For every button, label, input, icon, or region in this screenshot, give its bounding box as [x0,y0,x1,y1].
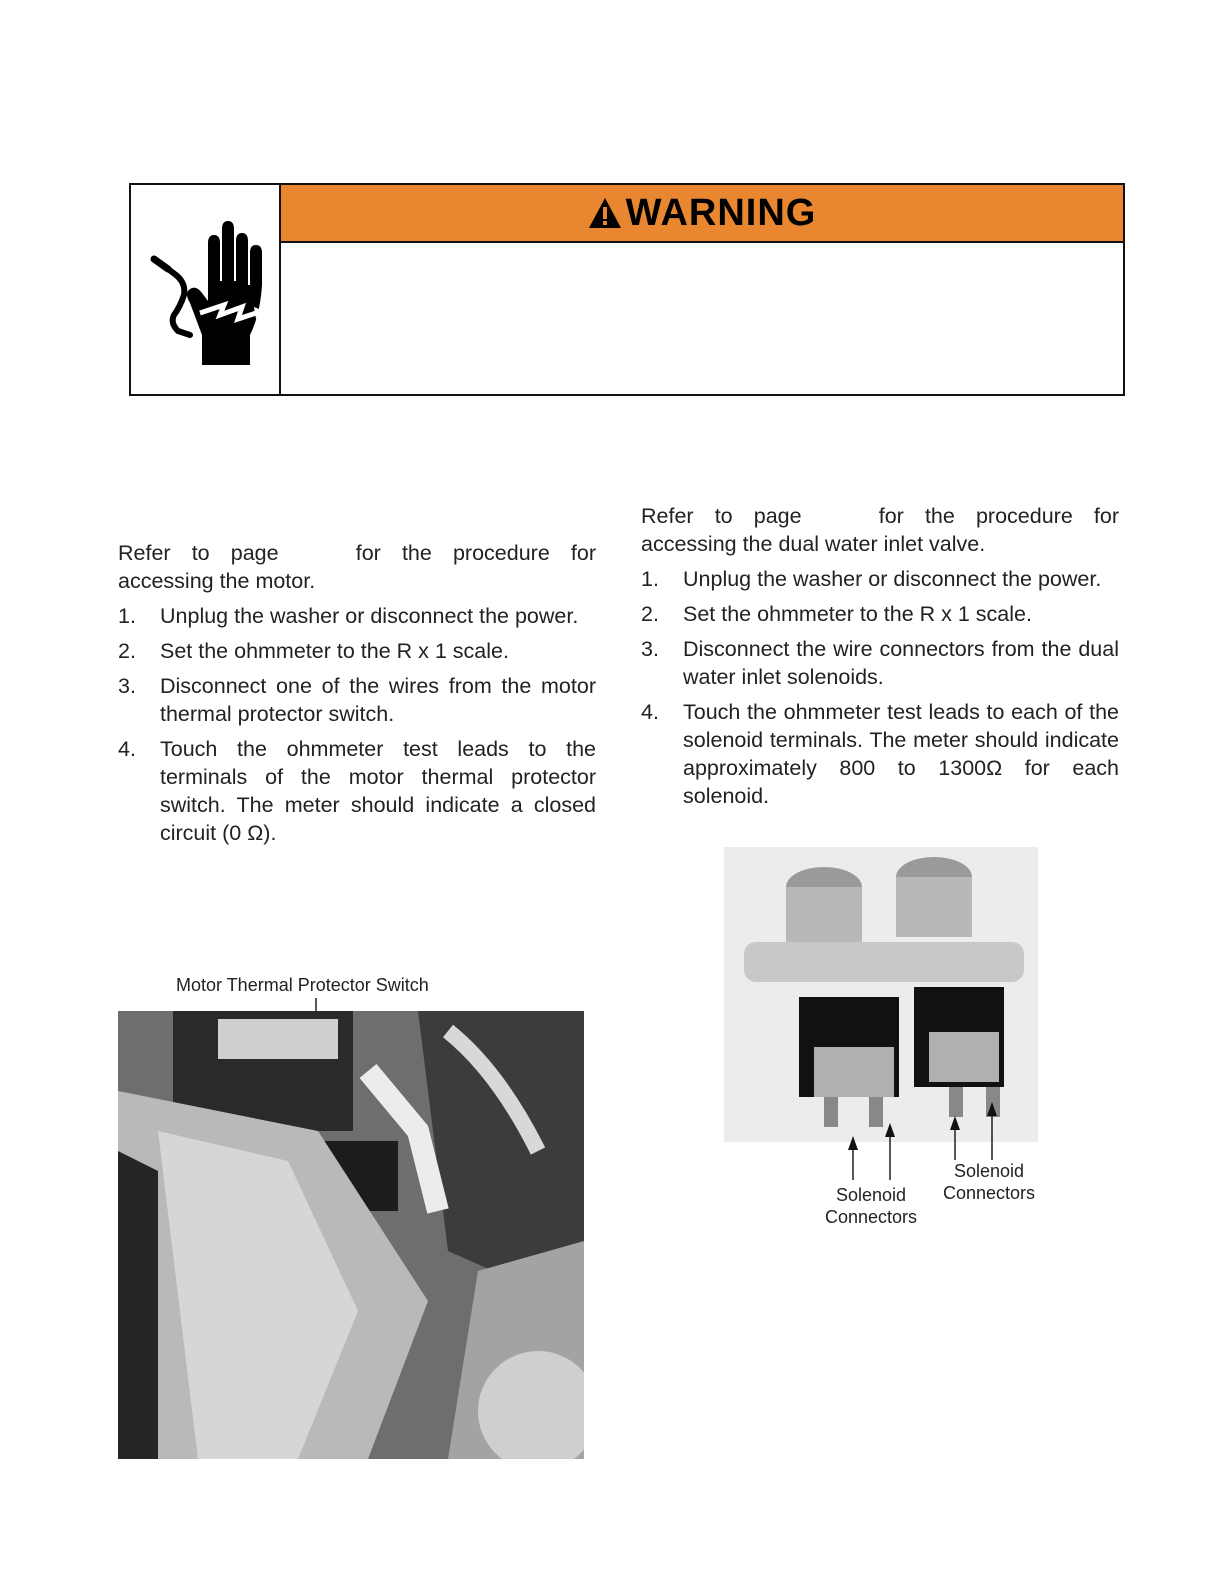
valve-procedure [641,502,1119,817]
step-text: Touch the ohmmeter test leads to each of the solenoid terminals. The meter should indicate approximately 800 to 1300Ω for each solenoid. [683,700,1119,808]
step-number: 3. [641,637,659,661]
valve-intro-b: for the procedure for accessing the dual water inlet valve. [641,504,1119,556]
warning-body [281,243,1123,394]
callout-arrow-icon [845,1136,861,1180]
step-text: Disconnect one of the wires from the motor thermal protector switch. [160,674,596,726]
step-text: Disconnect the wire connectors from the dual water inlet solenoids. [683,637,1119,689]
step-number: 2. [641,602,659,626]
callout-arrow-icon [947,1116,963,1160]
step-number: 3. [118,674,136,698]
list-item [118,672,596,728]
alert-triangle-icon [588,197,622,229]
step-number: 1. [118,604,136,628]
list-item [641,698,1119,810]
step-text: Touch the ohmmeter test leads to the terminals of the motor thermal protector switch. The meter should indicate a closed circuit (0 Ω). [160,737,596,845]
valve-photo [724,847,1038,1142]
list-item [641,565,1119,593]
callout-arrow-icon [984,1102,1000,1160]
callout-arrow-icon [882,1123,898,1180]
step-number: 4. [118,737,136,761]
list-item [641,600,1119,628]
motor-figure-label: Motor Thermal Protector Switch [176,975,429,995]
motor-intro-b: for the procedure for accessing the motor. [118,541,596,593]
warning-title [588,192,817,235]
step-text: Unplug the washer or disconnect the power. [683,567,1102,591]
step-number: 4. [641,700,659,724]
motor-intro-a: Refer to page [118,541,279,565]
step-text: Set the ohmmeter to the R x 1 scale. [683,602,1032,626]
step-number: 2. [118,639,136,663]
motor-illustration [118,1011,584,1459]
electrical-shock-hand-icon [140,215,270,365]
callout-solenoid-connectors-left: Solenoid Connectors [824,1185,918,1227]
list-item [118,735,596,847]
step-text: Unplug the washer or disconnect the power. [160,604,579,628]
valve-intro [641,502,1119,558]
valve-illustration [724,847,1038,1142]
warning-header [281,185,1123,243]
list-item [118,602,596,630]
motor-photo [118,1011,584,1459]
motor-intro [118,539,596,595]
motor-steps [118,602,596,847]
list-item [118,637,596,665]
step-text: Set the ohmmeter to the R x 1 scale. [160,639,509,663]
motor-procedure [118,539,596,854]
warning-box [129,183,1125,396]
valve-steps [641,565,1119,810]
step-number: 1. [641,567,659,591]
callout-solenoid-connectors-right: Solenoid Connectors [942,1161,1036,1203]
warning-title-text: WARNING [625,191,817,234]
valve-intro-a: Refer to page [641,504,802,528]
list-item [641,635,1119,691]
warning-main [281,185,1123,394]
warning-icon-cell [131,185,281,394]
